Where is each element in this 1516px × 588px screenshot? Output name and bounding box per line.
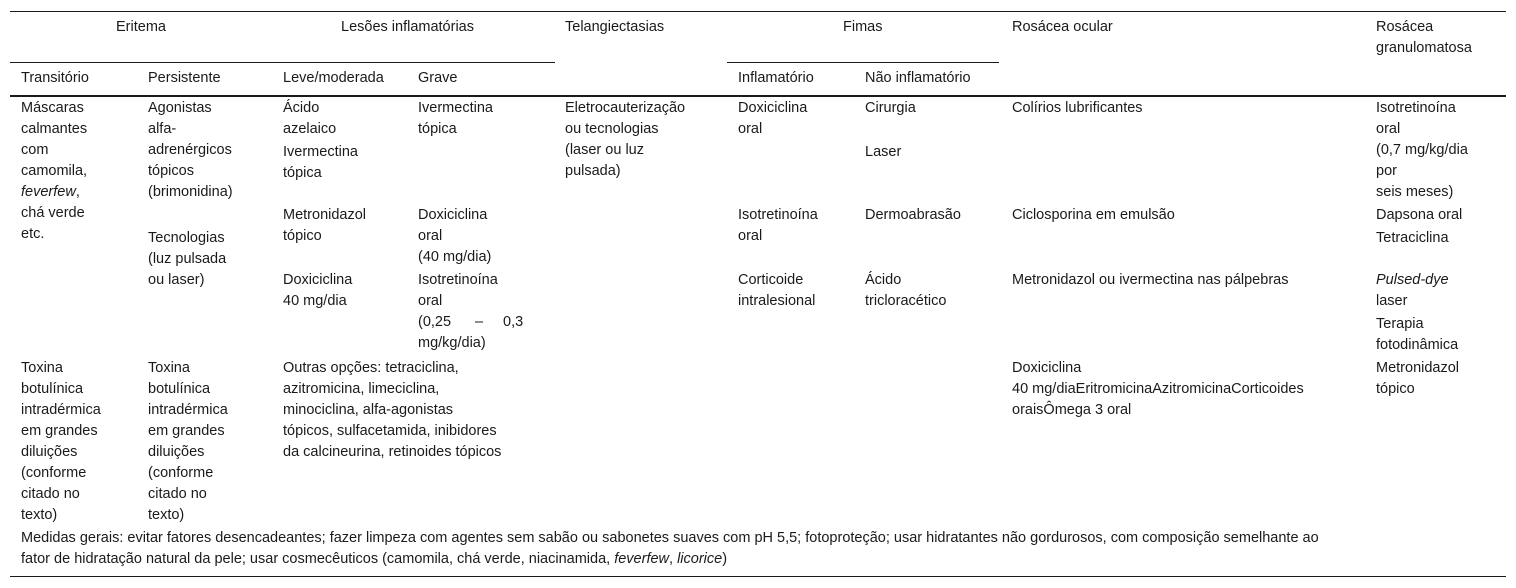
text-part: ): [722, 551, 728, 567]
text-part: –: [475, 314, 484, 330]
text-line: diluições: [21, 444, 78, 460]
text-line: citado no: [148, 486, 207, 502]
text-line: tópicos, sulfacetamida, inibidores: [283, 423, 497, 439]
text-line: oral: [418, 293, 443, 309]
text-line: (luz pulsada: [148, 251, 227, 267]
cell-naoinflamatorio-cirurgia: Cirurgia: [865, 100, 916, 116]
text-line: texto): [21, 507, 58, 523]
text-line: intralesional: [738, 293, 816, 309]
text-line: Doxiciclina: [738, 100, 808, 116]
cell-granulomatosa-4: [1376, 358, 1459, 400]
table-top-rule: [10, 11, 1506, 12]
header-lesoes-inflamatorias: Lesões inflamatórias: [341, 19, 474, 35]
text-line: 40 mg/diaEritromicinaAzitromicinaCorticoides: [1012, 381, 1304, 397]
cell-granulomatosa-3: [1376, 270, 1458, 356]
footer-line-1: Medidas gerais: evitar fatores desencadeantes; fazer limpeza com agentes sem sabão ou sabonetes suaves com pH 5,5; fotoproteção; usar hidratantes não gordurosos, com composição semelhante ao: [21, 530, 1319, 546]
text-line: Eletrocauterização: [565, 100, 686, 116]
text-line: Doxiciclina: [418, 207, 488, 223]
cell-grave-2: [418, 205, 491, 268]
feverfew-italic: feverfew: [21, 184, 76, 200]
cell-outras-opcoes: [283, 358, 501, 463]
text-part: (0,25: [418, 314, 452, 330]
fimas-underline: [727, 62, 999, 63]
cell-leve-3: [283, 270, 352, 312]
text-part: 0,3: [503, 314, 524, 330]
header-rosacea-granulomatosa-line1: Rosácea: [1376, 19, 1434, 35]
text-line: Corticoide: [738, 272, 804, 288]
text-part: fator de hidratação natural da pele; usar cosmecêuticos (camomila, chá verde, niacinamida,: [21, 551, 615, 567]
text-line: oraisÔmega 3 oral: [1012, 402, 1132, 418]
text-line: azitromicina, limeciclina,: [283, 381, 440, 397]
cell-naoinflamatorio-3: [865, 270, 946, 312]
text-line: Ácido: [283, 100, 320, 116]
text-line: Toxina: [148, 360, 190, 376]
text-line: laser: [1376, 293, 1408, 309]
text-line: oral: [418, 228, 443, 244]
cell-ocular-1: Colírios lubrificantes: [1012, 100, 1143, 116]
text-line: intradérmica: [21, 402, 101, 418]
cell-leve-1: [283, 98, 358, 184]
cell-ocular-3: Metronidazol ou ivermectina nas pálpebras: [1012, 272, 1289, 288]
text-line: por: [1376, 163, 1397, 179]
cell-transitorio-1: [21, 98, 87, 245]
text-line: calmantes: [21, 121, 88, 137]
text-line: ou laser): [148, 272, 205, 288]
header-fimas: Fimas: [843, 19, 883, 35]
text-line: azelaico: [283, 121, 337, 137]
text-line: com: [21, 142, 49, 158]
header-rosacea-granulomatosa-line2: granulomatosa: [1376, 40, 1472, 56]
text-line: tópico: [283, 228, 322, 244]
footer-line-2: [21, 549, 1319, 570]
text-line: fotodinâmica: [1376, 337, 1459, 353]
text-line: alfa-: [148, 121, 177, 137]
text-line: Metronidazol: [283, 207, 367, 223]
subheader-leve-moderada: Leve/moderada: [283, 70, 384, 86]
subheader-grave: Grave: [418, 70, 458, 86]
text-line: oral: [738, 121, 763, 137]
cell-inflamatorio-1: [738, 98, 807, 140]
text-line: (brimonidina): [148, 184, 233, 200]
text-line: tópico: [1376, 381, 1415, 397]
text-line: citado no: [21, 486, 80, 502]
text-line: (conforme: [148, 465, 214, 481]
text-line: Terapia: [1376, 316, 1424, 332]
text-line: tópica: [283, 165, 322, 181]
subheader-persistente: Persistente: [148, 70, 221, 86]
cell-inflamatorio-3: [738, 270, 815, 312]
cell-ocular-4: [1012, 358, 1304, 421]
table-bottom-rule: [10, 576, 1506, 577]
text-line: camomila,: [21, 163, 88, 179]
text-line: Ivermectina: [283, 144, 358, 160]
text-line: Ivermectina: [418, 100, 493, 116]
cell-inflamatorio-2: [738, 205, 818, 247]
text-line: Metronidazol: [1376, 360, 1460, 376]
text-line: [21, 182, 87, 203]
header-telangiectasias: Telangiectasias: [565, 19, 665, 35]
cell-persistente-2: [148, 228, 226, 291]
cell-granulomatosa-2: [1376, 205, 1462, 249]
text-line: em grandes: [148, 423, 225, 439]
text-line: Isotretinoína: [418, 272, 498, 288]
cell-granulomatosa-1: [1376, 98, 1468, 203]
text-part: ,: [669, 551, 678, 567]
text-line: Isotretinoína: [738, 207, 818, 223]
cell-toxina-transitorio: [21, 358, 101, 526]
text-line: pulsada): [565, 163, 621, 179]
subheader-inflamatorio: Inflamatório: [738, 70, 814, 86]
subheader-transitorio: Transitório: [21, 70, 89, 86]
text-line: tricloracético: [865, 293, 947, 309]
text-line: adrenérgicos: [148, 142, 232, 158]
text-line: chá verde: [21, 205, 85, 221]
cell-telangiectasias-1: [565, 98, 685, 182]
text-line: tópicos: [148, 163, 194, 179]
footer-medidas-gerais: [21, 528, 1319, 570]
text-line: minociclina, alfa-agonistas: [283, 402, 454, 418]
subheader-nao-inflamatorio: Não inflamatório: [865, 70, 971, 86]
text-line: (40 mg/dia): [418, 249, 492, 265]
text-line: Doxiciclina: [1012, 360, 1082, 376]
text-line: ou tecnologias: [565, 121, 659, 137]
text-line: botulínica: [148, 381, 211, 397]
text-line: Ácido: [865, 272, 902, 288]
text-line: (0,7 mg/kg/dia: [1376, 142, 1468, 158]
text-line: Dapsona oral: [1376, 207, 1463, 223]
text-line: oral: [1376, 121, 1401, 137]
text-line: intradérmica: [148, 402, 228, 418]
text-line: tópica: [418, 121, 457, 137]
text-line: etc.: [21, 226, 45, 242]
eritema-lesoes-underline: [10, 62, 555, 63]
cell-leve-2: [283, 205, 366, 247]
header-bottom-rule: [10, 95, 1506, 97]
header-eritema: Eritema: [116, 19, 166, 35]
text-line: Isotretinoína: [1376, 100, 1456, 116]
text-line: oral: [738, 228, 763, 244]
pulsed-dye-italic: Pulsed-dye: [1376, 272, 1449, 288]
text-line: Tecnologias: [148, 230, 225, 246]
text-line: seis meses): [1376, 184, 1454, 200]
cell-naoinflamatorio-2: Dermoabrasão: [865, 207, 961, 223]
licorice-italic: licorice: [677, 551, 723, 567]
header-rosacea-granulomatosa: [1376, 17, 1472, 59]
text-line: Outras opções: tetraciclina,: [283, 360, 459, 376]
text-line: em grandes: [21, 423, 98, 439]
cell-toxina-persistente: [148, 358, 228, 526]
text-line: (conforme: [21, 465, 87, 481]
text-line: da calcineurina, retinoides tópicos: [283, 444, 502, 460]
text-line: (laser ou luz: [565, 142, 644, 158]
text-line: [1376, 270, 1458, 291]
text-line: Toxina: [21, 360, 63, 376]
text-line: Agonistas: [148, 100, 212, 116]
cell-grave-3: [418, 270, 525, 354]
cell-naoinflamatorio-laser: Laser: [865, 144, 902, 160]
text-line: texto): [148, 507, 185, 523]
cell-ocular-2: Ciclosporina em emulsão: [1012, 207, 1175, 223]
text-line: botulínica: [21, 381, 84, 397]
comma: ,: [75, 184, 80, 200]
cell-grave-1: [418, 98, 493, 140]
text-line: mg/kg/dia): [418, 335, 486, 351]
text-line: Máscaras: [21, 100, 84, 116]
feverfew-italic: feverfew: [614, 551, 670, 567]
text-line: Tetraciclina: [1376, 230, 1449, 246]
header-rosacea-ocular: Rosácea ocular: [1012, 19, 1113, 35]
text-line: diluições: [148, 444, 205, 460]
text-line-justified: [418, 312, 525, 333]
cell-persistente-1: [148, 98, 233, 203]
text-line: Doxiciclina: [283, 272, 353, 288]
text-line: 40 mg/dia: [283, 293, 347, 309]
